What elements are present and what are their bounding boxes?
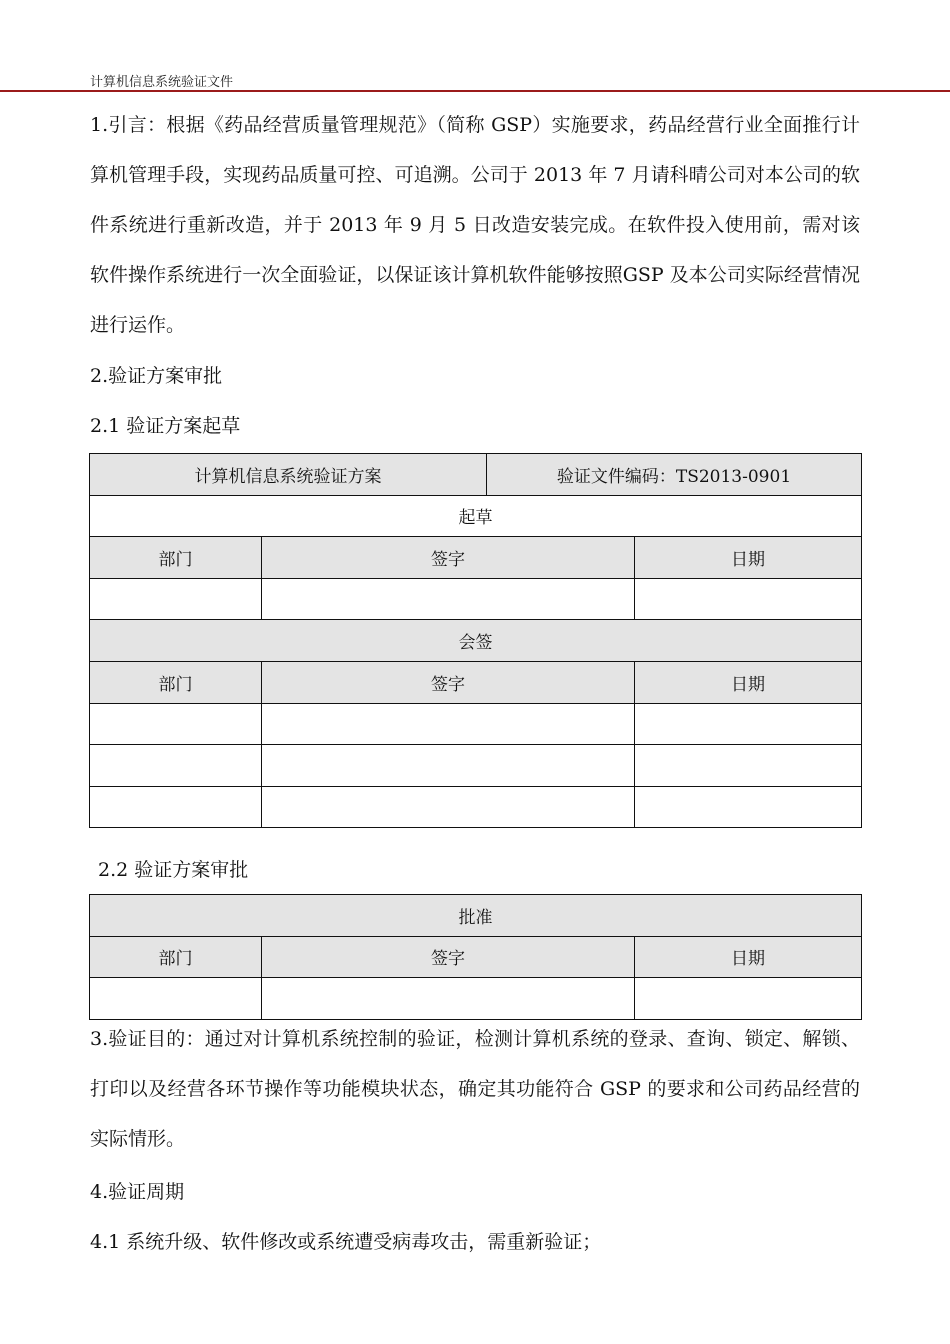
- file-code-cell: 验证文件编码：TS2013-0901: [487, 454, 862, 496]
- page-header-title: 计算机信息系统验证文件: [90, 75, 234, 90]
- section-4-1-text: 4.1 系统升级、软件修改或系统遭受病毒攻击，需重新验证；: [90, 1231, 602, 1253]
- dept-cell[interactable]: [90, 578, 262, 620]
- date-cell[interactable]: [635, 703, 862, 745]
- col-header-sign: 签字: [262, 936, 635, 978]
- plan-name-cell: 计算机信息系统验证方案: [90, 454, 487, 496]
- sign-cell[interactable]: [262, 703, 635, 745]
- date-cell[interactable]: [635, 786, 862, 828]
- table-row: [90, 578, 862, 620]
- section-3-paragraph: 3.验证目的：通过对计算机系统控制的验证，检测计算机系统的登录、查询、锁定、解锁、打印以及经营各环节操作等功能模块状态，确定其功能符合 GSP 的要求和公司药品经营的实际情形。: [90, 1028, 860, 1150]
- draft-sign-table: [89, 453, 862, 828]
- date-cell[interactable]: [635, 745, 862, 787]
- sign-cell[interactable]: [262, 745, 635, 787]
- dept-cell[interactable]: [90, 703, 262, 745]
- col-header-sign: 签字: [262, 537, 635, 579]
- table-row: [90, 703, 862, 745]
- sign-cell[interactable]: [262, 786, 635, 828]
- section-2-2-heading: 2.2 验证方案审批: [98, 859, 249, 881]
- table-row: [90, 786, 862, 828]
- dept-cell[interactable]: [90, 786, 262, 828]
- dept-cell[interactable]: [90, 745, 262, 787]
- header-divider: [0, 90, 950, 92]
- draft-section-label: 起草: [90, 495, 862, 537]
- intro-paragraph: 1.引言：根据《药品经营质量管理规范》（简称 GSP）实施要求，药品经营行业全面推行计算机管理手段，实现药品质量可控、可追溯。公司于 2013 年 7 月请科晴公司对本公司的软件系统进行重新改造，并于 2013 年 9 月 5 日改造安装完成。在软件投入使用前，需对该软件操作系统进行一次全面验证，以保证该计算机软件能够按照GSP 及本公司实际经营情况进行运作。: [90, 114, 860, 336]
- section-2-1-heading: 2.1 验证方案起草: [90, 415, 241, 437]
- date-cell[interactable]: [635, 578, 862, 620]
- col-header-sign: 签字: [262, 661, 635, 703]
- table-row: [90, 745, 862, 787]
- approval-table: [89, 894, 862, 1020]
- countersign-section-label: 会签: [90, 620, 862, 662]
- approve-section-label: 批准: [90, 895, 862, 937]
- col-header-dept: 部门: [90, 537, 262, 579]
- col-header-dept: 部门: [90, 661, 262, 703]
- col-header-date: 日期: [635, 936, 862, 978]
- section-4-heading: 4.验证周期: [90, 1181, 185, 1203]
- col-header-dept: 部门: [90, 936, 262, 978]
- col-header-date: 日期: [635, 537, 862, 579]
- sign-cell[interactable]: [262, 578, 635, 620]
- section-2-heading: 2.验证方案审批: [90, 365, 223, 387]
- col-header-date: 日期: [635, 661, 862, 703]
